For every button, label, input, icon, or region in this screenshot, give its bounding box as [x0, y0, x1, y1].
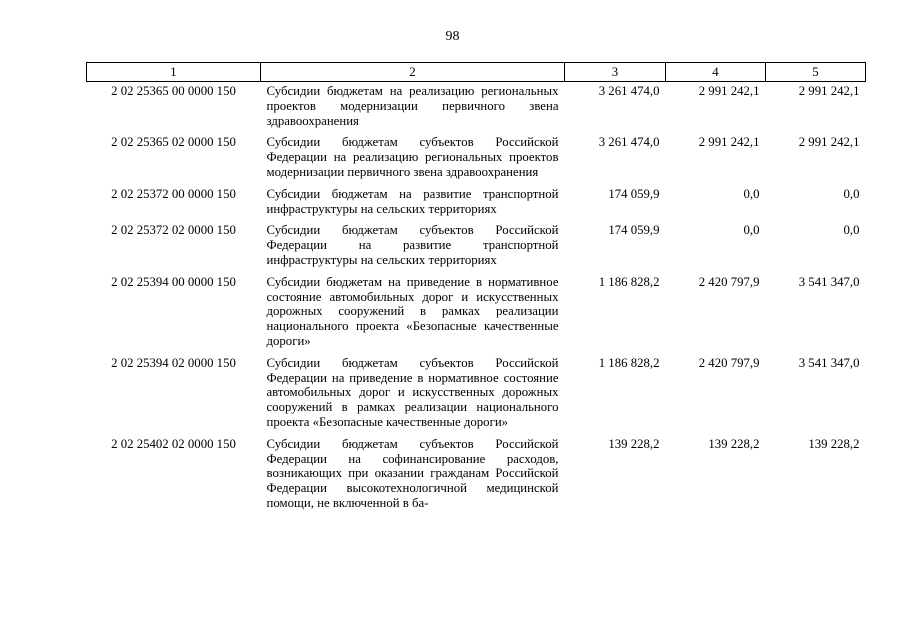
- description-cell: Субсидии бюджетам субъектов Российской Федерации на приведение в нормативное состояние автомобильных дорог и искусственных дорожных сооружений в рамках реализации национального проекта «Безопасные качественные дороги»: [266, 355, 559, 429]
- amount-col-4-cell: 2 991 242,1: [698, 84, 760, 98]
- amount-col-5-cell: 139 228,2: [808, 436, 860, 451]
- budget-code-cell: 2 02 25394 00 0000 150: [111, 274, 236, 289]
- amount-col-4-cell: 139 228,2: [708, 436, 760, 451]
- budget-code-cell: 2 02 25402 02 0000 150: [111, 436, 236, 451]
- column-header-2: 2: [261, 63, 565, 82]
- page-number: 98: [445, 29, 460, 44]
- amount-col-3-cell: 139 228,2: [608, 436, 660, 451]
- table-row: [87, 221, 866, 272]
- table-row: [87, 273, 866, 354]
- description-cell: Субсидии бюджетам на реализацию региональных проектов модернизации первичного звена здравоохранения: [266, 84, 559, 128]
- table-header-row: [87, 63, 866, 82]
- table-row: [87, 82, 866, 134]
- column-header-3: 3: [565, 63, 666, 82]
- budget-code-cell: 2 02 25372 00 0000 150: [111, 186, 236, 201]
- amount-col-4-cell: 0,0: [743, 186, 760, 201]
- amount-col-3-cell: 174 059,9: [608, 186, 660, 201]
- budget-code-cell: 2 02 25372 02 0000 150: [111, 223, 236, 238]
- amount-col-5-cell: 3 541 347,0: [798, 355, 860, 370]
- amount-col-3-cell: 174 059,9: [608, 223, 660, 238]
- column-header-4: 4: [666, 63, 766, 82]
- amount-col-4-cell: 2 991 242,1: [698, 135, 760, 150]
- amount-col-4-cell: 2 420 797,9: [698, 274, 760, 289]
- amount-col-4-cell: 0,0: [743, 223, 760, 238]
- amount-col-3-cell: 3 261 474,0: [598, 84, 660, 98]
- description-cell: Субсидии бюджетам субъектов Российской Федерации на реализацию региональных проектов модернизации первичного звена здравоохранения: [266, 135, 559, 179]
- amount-col-4-cell: 2 420 797,9: [698, 355, 760, 370]
- amount-col-5-cell: 0,0: [843, 223, 860, 238]
- amount-col-5-cell: 2 991 242,1: [798, 84, 860, 98]
- table-row: [87, 435, 866, 516]
- table-row: [87, 185, 866, 222]
- amount-col-5-cell: 0,0: [843, 186, 860, 201]
- budget-code-cell: 2 02 25365 02 0000 150: [111, 135, 236, 150]
- table-row: [87, 133, 866, 184]
- description-cell: Субсидии бюджетам субъектов Российской Федерации на софинансирование расходов, возникающих при оказании гражданам Российской Федерации высокотехнологичной медицинской помощи, не включенной в ба-: [266, 436, 559, 510]
- description-cell: Субсидии бюджетам на развитие транспортной инфраструктуры на сельских территориях: [266, 186, 559, 216]
- amount-col-5-cell: 2 991 242,1: [798, 135, 860, 150]
- column-header-1: 1: [87, 63, 261, 82]
- amount-col-3-cell: 1 186 828,2: [598, 355, 660, 370]
- budget-code-cell: 2 02 25365 00 0000 150: [111, 84, 236, 98]
- description-cell: Субсидии бюджетам на приведение в нормативное состояние автомобильных дорог и искусственных дорожных сооружений в рамках реализации национального проекта «Безопасные качественные дороги»: [266, 274, 559, 348]
- budget-code-cell: 2 02 25394 02 0000 150: [111, 355, 236, 370]
- amount-col-3-cell: 3 261 474,0: [598, 135, 660, 150]
- budget-revenue-table: [86, 62, 866, 516]
- description-cell: Субсидии бюджетам субъектов Российской Федерации на развитие транспортной инфраструктуры на сельских территориях: [266, 223, 559, 267]
- column-header-5: 5: [766, 63, 866, 82]
- amount-col-3-cell: 1 186 828,2: [598, 274, 660, 289]
- table-row: [87, 354, 866, 435]
- amount-col-5-cell: 3 541 347,0: [798, 274, 860, 289]
